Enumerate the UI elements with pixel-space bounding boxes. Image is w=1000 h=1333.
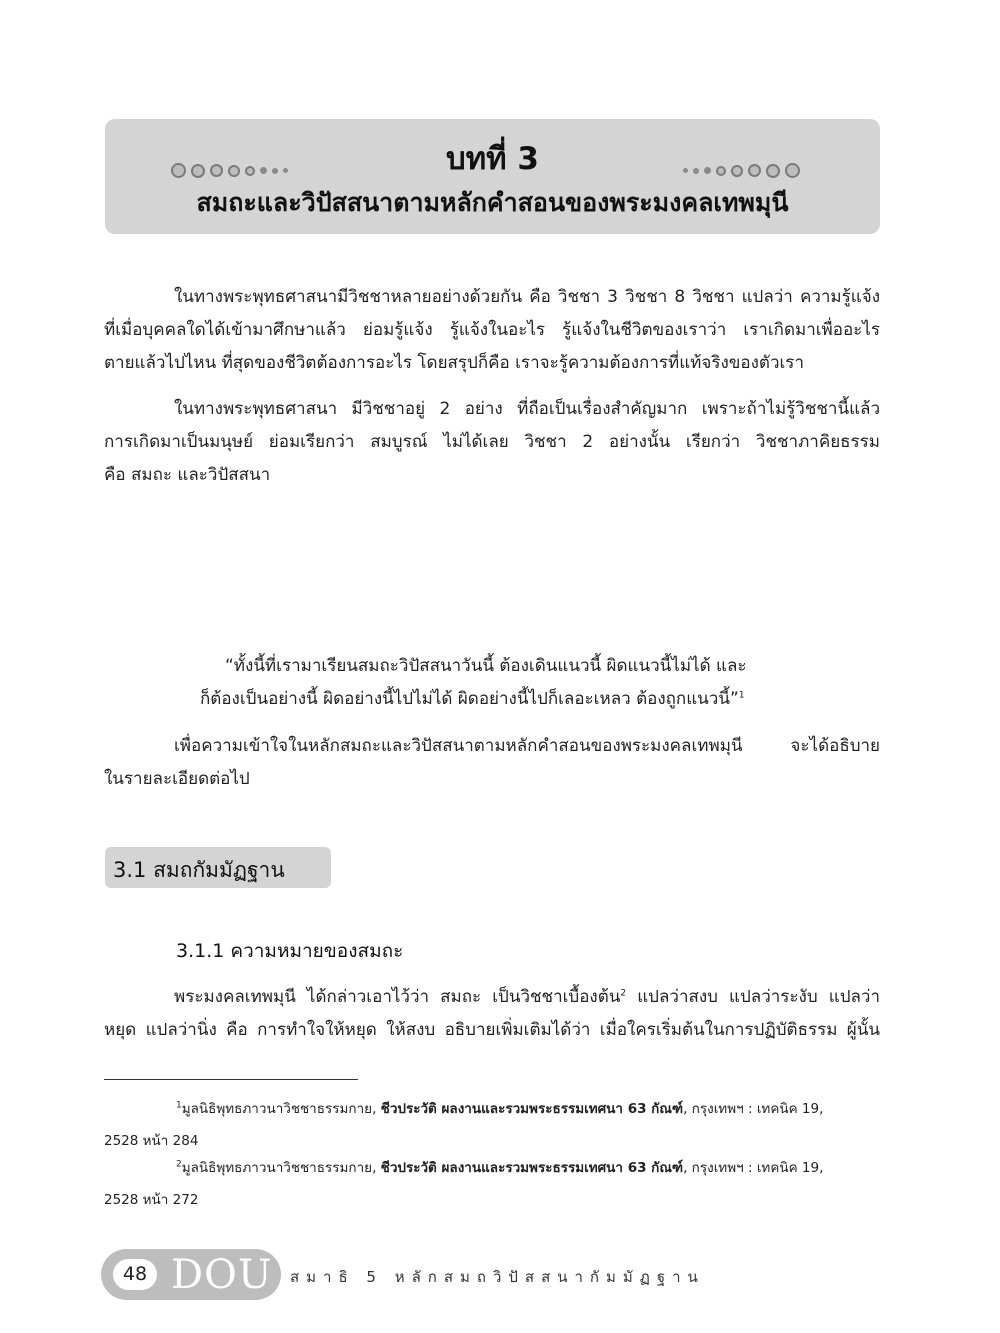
chapter-number: บทที่ 3	[446, 141, 539, 177]
section-heading: 3.1 สมถกัมมัฏฐาน	[113, 858, 285, 882]
paragraph-line: ในทางพระพุทธศาสนามีวิชชาหลายอย่างด้วยกัน คือ วิชชา 3 วิชชา 8 วิชชา แปลว่า ความรู้แจ้ง	[174, 287, 880, 307]
paragraph-text: แปลว่าสงบ แปลว่าระงับ แปลว่า	[626, 987, 881, 1007]
footnote-2	[104, 1152, 880, 1216]
paragraph-line: เพื่อความเข้าใจในหลักสมถะและวิปัสสนาตามหลักคำสอนของพระมงคลเทพมุนี จะได้อธิบาย	[174, 736, 880, 756]
paragraph-explanation	[104, 730, 880, 796]
footnote-book-title: ชีวประวัติ ผลงานและรวมพระธรรมเทศนา 63 กัณฑ์	[380, 1160, 684, 1176]
paragraph-two-vijja	[104, 393, 880, 492]
paragraph-line	[104, 981, 880, 1014]
footnote-1	[104, 1093, 880, 1157]
paragraph-line: ในรายละเอียดต่อไป	[104, 769, 250, 789]
footnote-line	[104, 1093, 880, 1125]
footer-badge	[101, 1249, 281, 1300]
footnote-ref: 2	[620, 988, 627, 999]
footnote-line: 2528 หน้า 284	[104, 1133, 199, 1149]
footnote-book-title: ชีวประวัติ ผลงานและรวมพระธรรมเทศนา 63 กัณฑ์	[380, 1101, 684, 1117]
footnote-mark: 2	[176, 1159, 182, 1170]
paragraph-samatha-meaning	[104, 981, 880, 1047]
block-quote	[140, 650, 860, 716]
chapter-title: สมถะและวิปัสสนาตามหลักคำสอนของพระมงคลเทพมุนี	[196, 188, 789, 217]
quote-line: “ทั้งนี้ที่เรามาเรียนสมถะวิปัสสนาวันนี้ ต้องเดินแนวนี้ ผิดแนวนี้ไม่ได้ และ	[225, 656, 747, 676]
paragraph-line: ในทางพระพุทธศาสนา มีวิชชาอยู่ 2 อย่าง ที่ถือเป็นเรื่องสำคัญมาก เพราะถ้าไม่รู้วิชชานี้แล้ว	[174, 399, 880, 419]
footnote-text: , กรุงเทพฯ : เทคนิค 19,	[683, 1160, 824, 1176]
page-number: 48	[113, 1259, 157, 1290]
book-title: สมาธิ 5 หลักสมถวิปัสสนากัมมัฏฐาน	[290, 1268, 705, 1286]
paragraph-line: คือ สมถะ และวิปัสสนา	[104, 465, 271, 485]
footnote-line: 2528 หน้า 272	[104, 1192, 199, 1208]
footnote-mark: 1	[176, 1100, 182, 1111]
quote-line-text: ก็ต้องเป็นอย่างนี้ ผิดอย่างนี้ไปไม่ได้ ผิดอย่างนี้ไปก็เลอะเหลว ต้องถูกแนวนี้”	[200, 689, 739, 709]
footnote-text: มูลนิธิพุทธภาวนาวิชชาธรรมกาย,	[181, 1101, 381, 1117]
dou-logo: DOU	[171, 1252, 273, 1298]
footnote-text: มูลนิธิพุทธภาวนาวิชชาธรรมกาย,	[181, 1160, 381, 1176]
paragraph-line: ตายแล้วไปไหน ที่สุดของชีวิตต้องการอะไร โดยสรุปก็คือ เราจะรู้ความต้องการที่แท้จริงของตัวเรา	[104, 353, 804, 373]
paragraph-line: การเกิดมาเป็นมนุษย์ ย่อมเรียกว่า สมบูรณ์ ไม่ได้เลย วิชชา 2 อย่างนั้น เรียกว่า วิชชาภาคิยธรรม	[104, 432, 880, 452]
subsection-heading: 3.1.1 ความหมายของสมถะ	[176, 940, 404, 962]
section-heading-box	[105, 847, 331, 888]
paragraph-line: หยุด แปลว่านิ่ง คือ การทำใจให้หยุด ให้สงบ อธิบายเพิ่มเติมได้ว่า เมื่อใครเริ่มต้นในการปฏิบัติธรรม ผู้นั้น	[104, 1020, 880, 1040]
quote-line	[140, 683, 860, 716]
paragraph-text: พระมงคลเทพมุนี ได้กล่าวเอาไว้ว่า สมถะ เป็นวิชชาเบื้องต้น	[174, 987, 621, 1007]
chapter-heading-box	[105, 119, 880, 234]
paragraph-intro	[104, 281, 880, 380]
footnote-line	[104, 1152, 880, 1184]
footnote-divider	[104, 1079, 358, 1080]
paragraph-line: ที่เมื่อบุคคลใดได้เข้ามาศึกษาแล้ว ย่อมรู้แจ้ง รู้แจ้งในอะไร รู้แจ้งในชีวิตของเราว่า เราเกิดมาเพื่ออะไร	[104, 320, 880, 340]
footnote-ref: 1	[738, 690, 745, 701]
footnote-text: , กรุงเทพฯ : เทคนิค 19,	[683, 1101, 824, 1117]
